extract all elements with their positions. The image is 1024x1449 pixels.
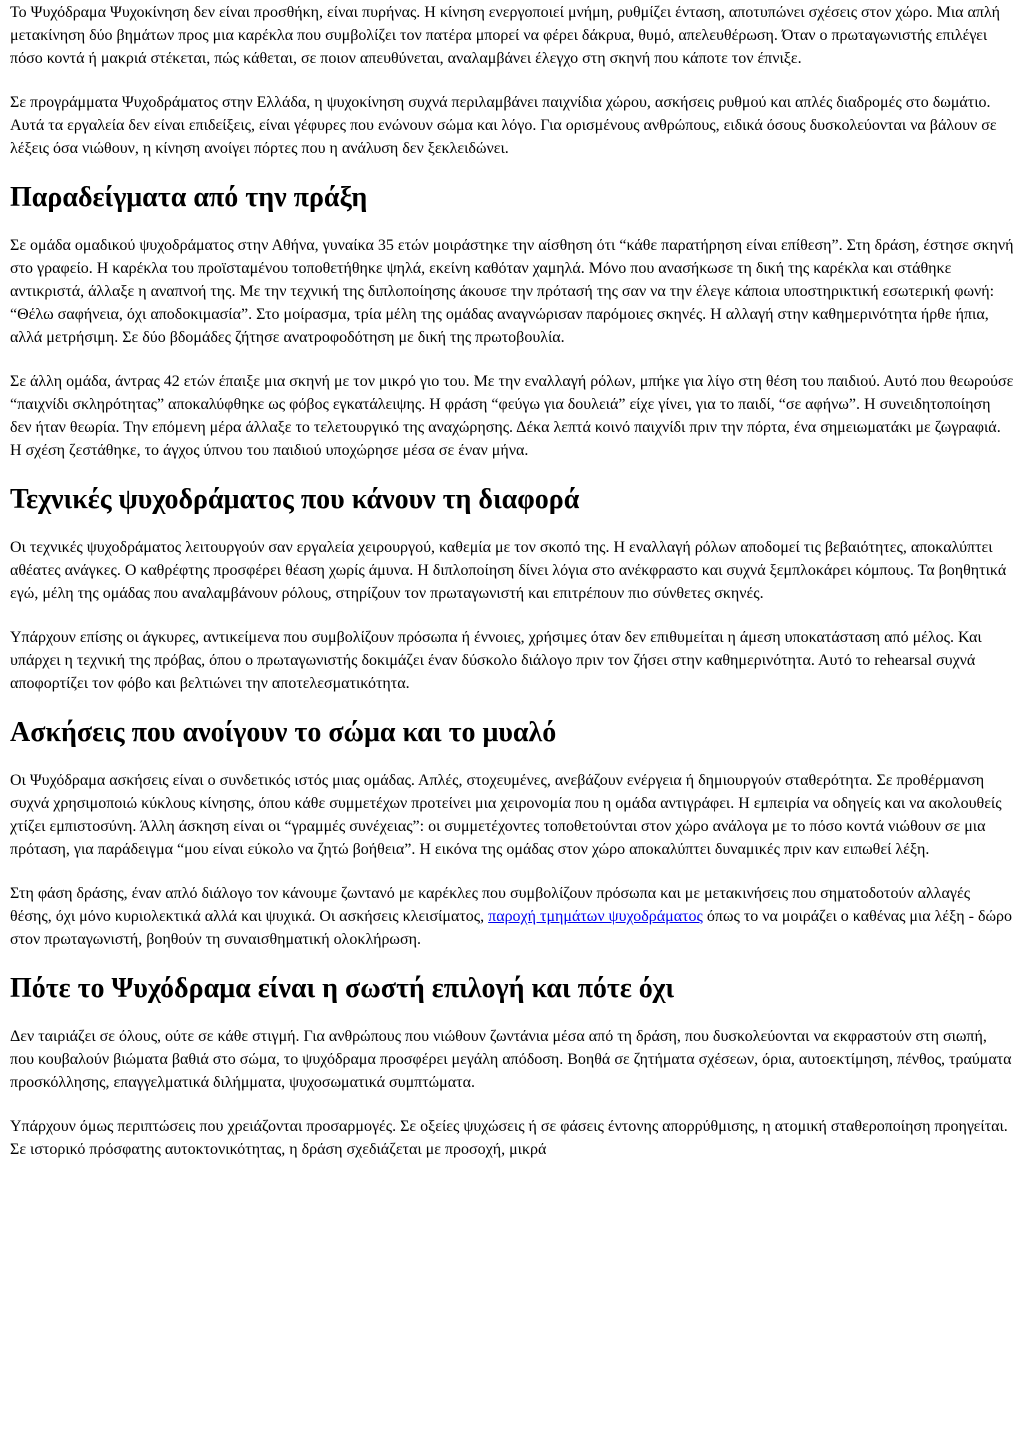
- section-heading-when-suitable: Πότε το Ψυχόδραμα είναι η σωστή επιλογή και πότε όχι: [10, 973, 675, 1004]
- intro-paragraph-2: Σε προγράμματα Ψυχοδράματος στην Ελλάδα, η ψυχοκίνηση συχνά περιλαμβάνει παιχνίδια χώρου, ασκήσεις ρυθμού και απλές διαδρομές στο δωμάτιο. Αυτά τα εργαλεία δεν είναι επιδείξεις, είναι γέφυρες που ενώνουν σώμα και λόγο. Για ορισμένους ανθρώπους, ειδικά όσους δυσκολεύονται να βάλουν σε λέξεις όσα νιώθουν, η κίνηση ανοίγει πόρτες που η ανάλυση δεν ξεκλειδώνει.: [10, 94, 997, 157]
- techniques-paragraph-1: Οι τεχνικές ψυχοδράματος λειτουργούν σαν εργαλεία χειρουργού, καθεμία με τον σκοπό της. Η εναλλαγή ρόλων αποδομεί τις βεβαιότητες, αποκαλύπτει αθέατες ανάγκες. Ο καθρέφτης προσφέρει θέαση χωρίς άμυνα. Η διπλοποίηση δίνει λόγια στο ανέκφραστο και συχνά ξεμπλοκάρει κόμπους. Τα βοηθητικά εγώ, μέλη της ομάδας που αναλαμβάνουν ρόλους, στηρίζουν τον πρωταγωνιστή και επιτρέπουν πιο σύνθετες σκηνές.: [10, 539, 1007, 602]
- exercises-paragraph-2: [10, 882, 1014, 951]
- psychodrama-sessions-link[interactable]: παροχή τμημάτων ψυχοδράματος: [488, 908, 703, 925]
- examples-paragraph-1: Σε ομάδα ομαδικού ψυχοδράματος στην Αθήνα, γυναίκα 35 ετών μοιράστηκε την αίσθηση ότι “κάθε παρατήρηση είναι επίθεση”. Στη δράση, έστησε σκηνή στο γραφείο. Η καρέκλα του προϊσταμένου τοποθετήθηκε ψηλά, εκείνη καθόταν χαμηλά. Μόνο που ανασήκωσε τη δική της καρέκλα και στάθηκε αντικριστά, άλλαξε η αναπνοή της. Με την τεχνική της διπλοποίησης άκουσε την πρότασή της σαν να την έλεγε κάποια υποστηρικτική εσωτερική φωνή: “Θέλω σαφήνεια, όχι αποδοκιμασία”. Στο μοίρασμα, τρία μέλη της ομάδας αναγνώρισαν παρόμοιες σκηνές. Η αλλαγή στην καθημερινότητα ήρθε ήπια, αλλά μετρήσιμη. Σε δύο βδομάδες ζήτησε ανατροφοδότηση με δική της πρωτοβουλία.: [10, 237, 1014, 346]
- suitability-paragraph-1: Δεν ταιριάζει σε όλους, ούτε σε κάθε στιγμή. Για ανθρώπους που νιώθουν ζωντάνια μέσα από τη δράση, που δυσκολεύονται να εκφραστούν στη σιωπή, που κουβαλούν βιώματα βαθιά στο σώμα, το ψυχόδραμα προσφέρει μεγάλη απόδοση. Βοηθά σε ζητήματα σχέσεων, όρια, αυτοεκτίμηση, πένθος, τραύματα προσκόλλησης, επαγγελματικά διλήμματα, ψυχοσωματικά συμπτώματα.: [10, 1028, 1012, 1091]
- suitability-paragraph-2: Υπάρχουν όμως περιπτώσεις που χρειάζονται προσαρμογές. Σε οξείες ψυχώσεις ή σε φάσεις έντονης απορρύθμισης, η ατομική σταθεροποίηση προηγείται. Σε ιστορικό πρόσφατης αυτοκτονικότητας, η δράση σχεδιάζεται με προσοχή, μικρά: [10, 1118, 1008, 1158]
- exercises-paragraph-1: Οι Ψυχόδραμα ασκήσεις είναι ο συνδετικός ιστός μιας ομάδας. Απλές, στοχευμένες, ανεβάζουν ενέργεια ή δημιουργούν σταθερότητα. Σε προθέρμανση συχνά χρησιμοποιώ κύκλους κίνησης, όπου κάθε συμμετέχων προτείνει μια χειρονομία που η ομάδα αντιγράφει. Η εμπειρία να οδηγείς και να ακολουθείς χτίζει εμπιστοσύνη. Άλλη άσκηση είναι οι “γραμμές συνέχειας”: οι συμμετέχοντες τοποθετούνται στον χώρο ανάλογα με το πόσο κοντά νιώθουν σε μια πρόταση, για παράδειγμα “μου είναι εύκολο να ζητώ βοήθεια”. Η εικόνα της ομάδας στον χώρο αποκαλύπτει δυναμικές πριν καν ειπωθεί λέξη.: [10, 772, 1002, 858]
- exercises-text-after-link: όπως το να μοιράζει ο καθένας μια λέξη - δώρο στον πρωταγωνιστή, βοηθούν τη συναισθηματική ολοκλήρωση.: [10, 908, 1013, 948]
- section-heading-exercises: Ασκήσεις που ανοίγουν το σώμα και το μυαλό: [10, 717, 557, 748]
- techniques-paragraph-2: Υπάρχουν επίσης οι άγκυρες, αντικείμενα που συμβολίζουν πρόσωπα ή έννοιες, χρήσιμες όταν δεν επιθυμείται η άμεση υποκατάσταση από μέλος. Και υπάρχει η τεχνική της πρόβας, όπου ο πρωταγωνιστής δοκιμάζει έναν δύσκολο διάλογο πριν τον ζήσει στην καθημερινότητα. Αυτό το rehearsal συχνά αποφορτίζει τον φόβο και βελτιώνει την αποτελεσματικότητα.: [10, 629, 982, 692]
- section-heading-examples: Παραδείγματα από την πράξη: [10, 182, 368, 213]
- section-heading-techniques: Τεχνικές ψυχοδράματος που κάνουν τη διαφορά: [10, 484, 580, 515]
- intro-paragraph-1: Το Ψυχόδραμα Ψυχοκίνηση δεν είναι προσθήκη, είναι πυρήνας. Η κίνηση ενεργοποιεί μνήμη, ρυθμίζει ένταση, αποτυπώνει σχέσεις στον χώρο. Μια απλή μετακίνηση δύο βημάτων προς μια καρέκλα που συμβολίζει τον πατέρα μπορεί να φέρει δάκρυα, θυμό, απελευθέρωση. Όταν ο πρωταγωνιστής επιλέγει πόσο κοντά ή μακριά στέκεται, πώς κάθεται, σε ποιον απευθύνεται, αναλαμβάνει έλεγχο στη σκηνή που κάποτε τον έπνιξε.: [10, 4, 1000, 67]
- examples-paragraph-2: Σε άλλη ομάδα, άντρας 42 ετών έπαιξε μια σκηνή με τον μικρό γιο του. Με την εναλλαγή ρόλων, μπήκε για λίγο στη θέση του παιδιού. Αυτό που θεωρούσε “παιχνίδι σκληρότητας” αποκαλύφθηκε ως φόβος εγκατάλειψης. Η φράση “φεύγω για δουλειά” είχε γίνει, για το παιδί, “σε αφήνω”. Η συνειδητοποίηση δεν ήταν θεωρία. Την επόμενη μέρα άλλαξε το τελετουργικό της αναχώρησης. Δέκα λεπτά κοινό παιχνίδι πριν την πόρτα, ένα σημειωματάκι με ζωγραφιά. Η σχέση ζεστάθηκε, το άγχος ύπνου του παιδιού υποχώρησε μέσα σε έναν μήνα.: [10, 373, 1014, 459]
- article: [0, 1, 1024, 1161]
- exercises-text-before-link: Στη φάση δράσης, έναν απλό διάλογο τον κάνουμε ζωντανό με καρέκλες που συμβολίζουν πρόσωπα και με μετακινήσεις που σηματοδοτούν αλλαγές θέσης, όχι μόνο κυριολεκτικά αλλά και ψυχικά. Οι ασκήσεις κλεισίματος,: [10, 885, 971, 925]
